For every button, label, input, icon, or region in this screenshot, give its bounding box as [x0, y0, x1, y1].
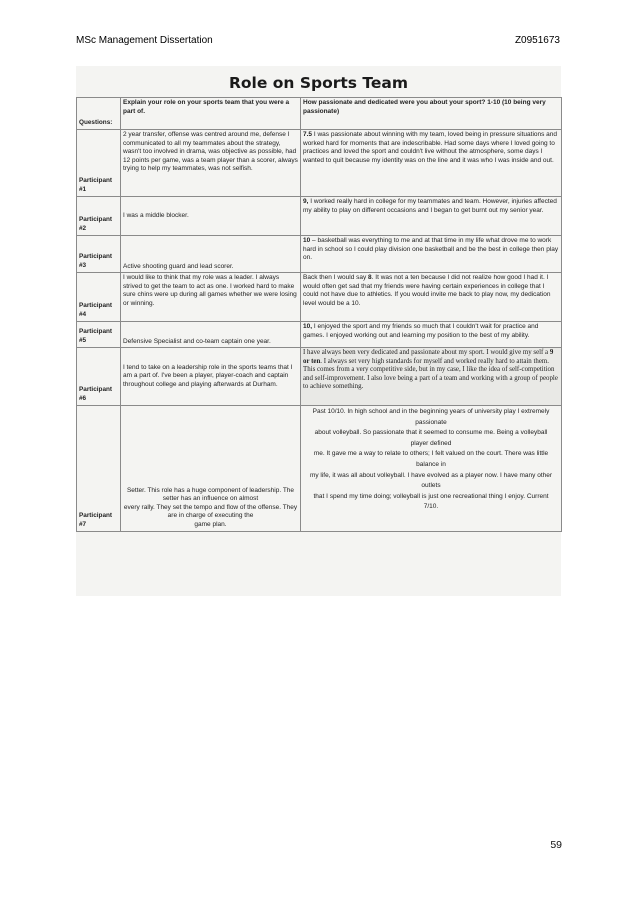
participant-label: Participant #5 — [77, 322, 121, 348]
role-line: every rally. They set the tempo and flow of the offense. They — [123, 503, 298, 511]
question-role: Explain your role on your sports team that you were a part of. — [121, 98, 301, 130]
rating-value: 8 — [368, 274, 372, 281]
passion-line: player defined — [410, 439, 452, 447]
participant-label: Participant #2 — [77, 197, 121, 236]
passion-prefix: Back then I would say — [303, 274, 369, 281]
role-text: Active shooting guard and lead scorer. — [123, 262, 234, 270]
passion-text: – basketball was everything to me and at that time in my life what drove me to work hard in school so I could play division one basketball and be the best in college then play on. — [303, 237, 559, 261]
table-row — [77, 406, 562, 532]
role-text: I was a middle blocker. — [123, 211, 189, 219]
passion-text: I have always been very dedicated and passionate about my sport. I would give my self a — [303, 349, 550, 356]
table-figure — [76, 66, 561, 596]
role-line: Setter. This role has a huge component of leadership. The — [126, 486, 295, 494]
interview-table — [76, 97, 562, 532]
table-row — [77, 130, 562, 197]
passion-line: my life, it was all about volleyball. I have evolved as a player now. I have many other — [309, 471, 553, 479]
passion-cell — [301, 406, 562, 532]
running-header-title: MSc Management Dissertation — [76, 35, 213, 46]
running-header-student-id: Z0951673 — [514, 35, 560, 46]
table-row — [77, 322, 562, 348]
rating-value: 7.5 — [303, 131, 313, 138]
rating-value: 10, — [303, 323, 313, 330]
role-cell: I would like to think that my role was a leader. I always strived to get the team to act as one. I worked hard to make sure chins were up during all games whether we were losing or winning. — [121, 273, 301, 322]
page-number: 59 — [550, 839, 562, 851]
passion-text: . It was not a ten because I did not realize how good I had it. I would often get sad that my friends were having certain experiences in college that I could not have due to athletics. If you would invite me back to play now, my dedication level would be a 10. — [303, 274, 551, 307]
figure-title: Role on Sports Team — [228, 74, 409, 92]
rating-value: 10 — [303, 237, 311, 244]
passion-line: passionate — [415, 418, 447, 426]
table-row — [77, 273, 562, 322]
role-text: I tend to take on a leadership role in the sports teams that I am a part of. I've been a player, player-coach and captain throughout college and playing afterwards at Durham. — [123, 363, 293, 388]
passion-text: I was passionate about winning with my team, loved being in pressure situations and worked hard for moments that are indescribable. Had some days where I loved going to practices and loved the sport and couldn't live without the atmosphere, some days I wanted to quit because my identity was on the line and it was who I was inside and out. — [303, 131, 558, 164]
role-cell — [121, 348, 301, 406]
passion-cell — [301, 197, 562, 236]
rating-value: 9 or ten — [303, 349, 554, 365]
table-header-row — [77, 98, 562, 130]
table-row — [77, 236, 562, 273]
passion-text: I worked really hard in college for my teammates and team. However, injuries affected my ability to play on different occasions and I began to get burnt out my senior year. — [303, 198, 557, 214]
role-cell — [121, 406, 301, 532]
passion-cell — [301, 348, 562, 406]
role-cell: 2 year transfer, offense was centred around me, defense I communicated to all my teammates about the strategy, wasn't too involved in drama, was objective as possible, had 12 points per game, was a team player than a scorer, always trying to help my teammates, was not selfish. — [121, 130, 301, 197]
participant-label: Participant #7 — [77, 406, 121, 532]
passion-text: . I always set very high standards for myself and worked really hard to attain them. This comes from a very competitive side, but in my case, I like the idea of self-competition and self-improvement. I also love being a part of a team and working with a group of people to achieve something. — [303, 357, 558, 391]
table-row — [77, 348, 562, 406]
passion-line: about volleyball. So passionate that it seemed to consume me. Being a volleyball — [314, 429, 548, 437]
role-line: setter has an influence on almost — [162, 495, 259, 502]
participant-label: Participant #6 — [77, 348, 121, 406]
role-line: are in charge of executing the — [167, 512, 254, 519]
passion-cell — [301, 130, 562, 197]
passion-cell — [301, 273, 562, 322]
role-line: game plan. — [194, 520, 227, 528]
passion-line: balance in — [416, 460, 446, 468]
passion-cell — [301, 322, 562, 348]
role-cell — [121, 197, 301, 236]
participant-label: Participant #3 — [77, 236, 121, 273]
passion-line: Past 10/10. In high school and in the beginning years of university play I extremely — [312, 408, 550, 415]
question-passion: How passionate and dedicated were you about your sport? 1-10 (10 being very passionate) — [301, 98, 562, 130]
rating-value: 9, — [303, 198, 309, 205]
questions-label: Questions: — [77, 98, 121, 130]
role-text: Defensive Specialist and co-team captain one year. — [123, 337, 271, 345]
passion-line: that I spend my time doing; volleyball is just one recreational thing I enjoy. Current — [313, 492, 549, 500]
passion-line: outlets — [421, 482, 441, 490]
participant-label: Participant #4 — [77, 273, 121, 322]
role-cell — [121, 236, 301, 273]
passion-line: 7/10. — [423, 503, 439, 511]
participant-label: Participant #1 — [77, 130, 121, 197]
table-row — [77, 197, 562, 236]
passion-text: I enjoyed the sport and my friends so much that I couldn't wait for practice and games. I enjoyed working out and learning my position to the best of my ability. — [303, 323, 539, 339]
passion-cell — [301, 236, 562, 273]
role-cell — [121, 322, 301, 348]
passion-line: me. It gave me a way to relate to others; I felt valued on the court. There was little — [313, 450, 549, 458]
